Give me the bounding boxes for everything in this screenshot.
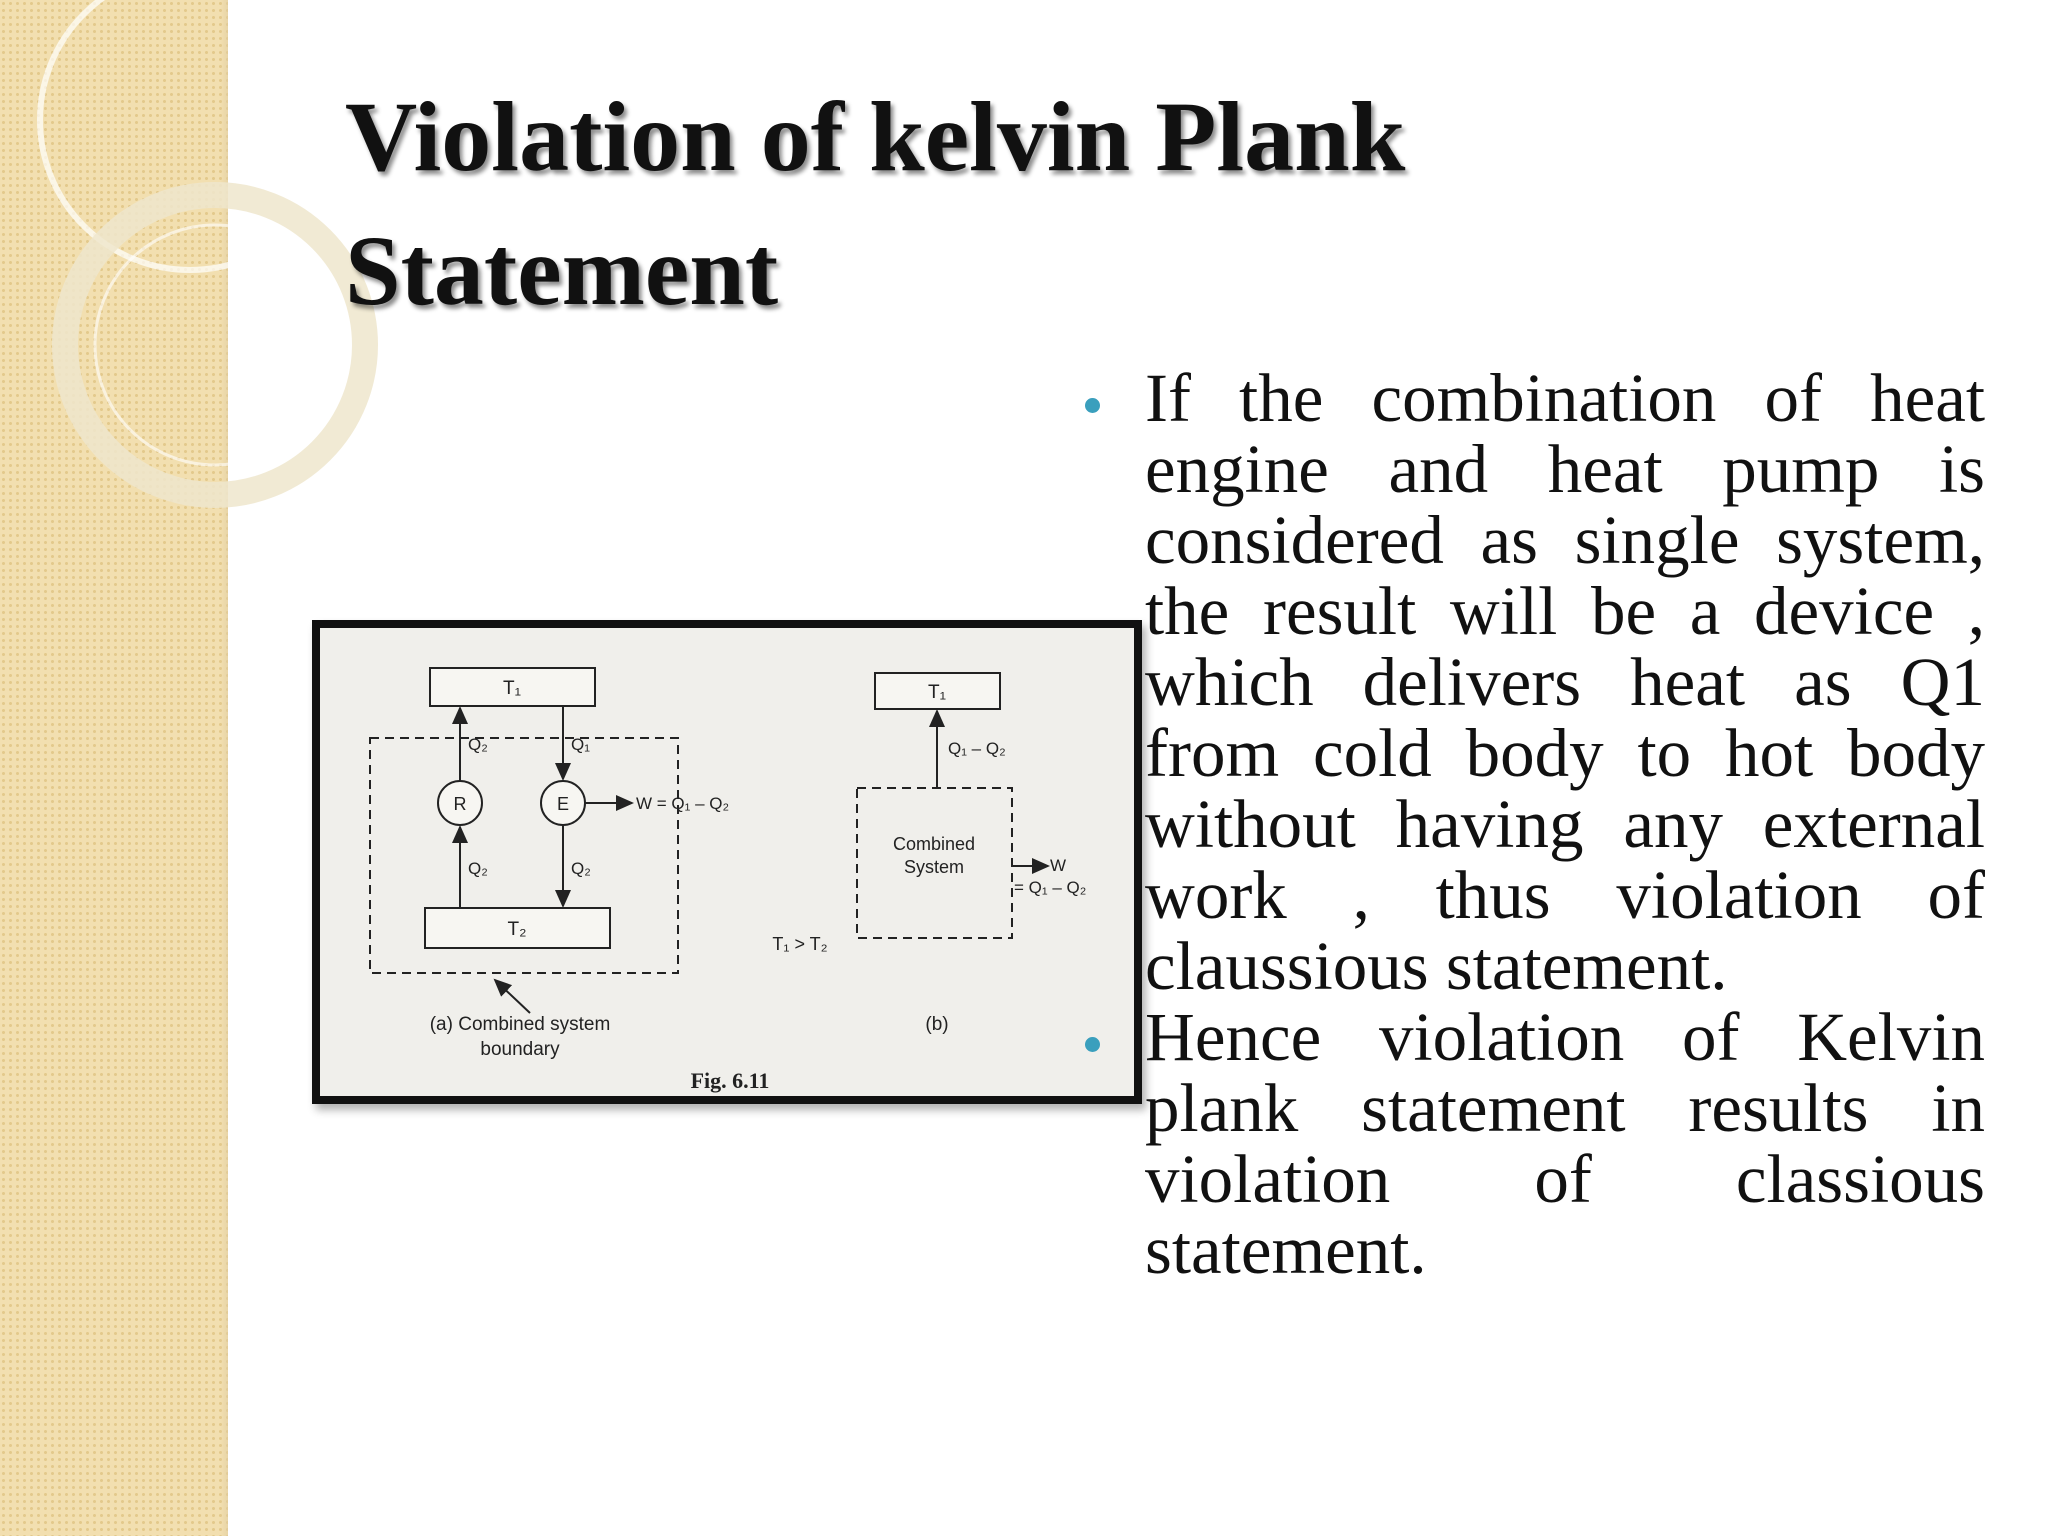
decorative-ring-thick — [65, 195, 365, 495]
bullet-text: Hence violation of Kelvin plank statement results in violation of classious statement. — [1145, 999, 1985, 1288]
boundary-pointer-arrow — [495, 980, 530, 1013]
bullet-list — [1085, 360, 1985, 1288]
q2-out-label: Q₂ — [571, 859, 591, 878]
bullet-text: If the combination of heat engine and heat pump is considered as single system, the result will be a device , which delivers heat as Q1 from cold body to hot body without having any external work , thus violation of claussious statement. — [1145, 360, 1985, 1004]
part-a-label-line1: (a) Combined system — [429, 1014, 611, 1035]
part-b-system-line1: Combined — [892, 834, 976, 854]
q1-down-label: Q₁ — [571, 735, 590, 754]
part-b-hot-reservoir-label: T₁ — [927, 682, 947, 703]
figure-image — [312, 620, 1142, 1104]
decorative-ring-thin — [95, 225, 335, 465]
q2-in-label: Q₂ — [468, 859, 488, 878]
slide-title: Violation of kelvin Plank Statement — [345, 81, 1406, 326]
part-b-heat-label: Q₁ – Q₂ — [948, 739, 1006, 758]
q2-up-label: Q₂ — [468, 735, 488, 754]
bullet-dot-icon — [1085, 1037, 1100, 1052]
hot-reservoir-label: T₁ — [502, 678, 522, 699]
refrigerator-label: R — [453, 794, 467, 814]
engine-label: E — [556, 794, 570, 814]
bullet-item — [1085, 360, 1985, 1004]
cold-reservoir-label: T₂ — [507, 919, 527, 940]
figure-diagram — [320, 628, 1134, 1096]
part-b-work-eq: = Q₁ – Q₂ — [1014, 878, 1087, 897]
part-b-work-label: W — [1050, 856, 1067, 875]
bullet-item — [1085, 999, 1985, 1288]
part-b-label: (b) — [925, 1014, 949, 1035]
temperature-condition: T₁ > T₂ — [772, 934, 828, 954]
part-a-label-line2: boundary — [480, 1039, 560, 1060]
figure-caption: Fig. 6.11 — [690, 1068, 770, 1093]
part-b-system-line2: System — [903, 857, 965, 877]
work-label: W = Q₁ – Q₂ — [636, 794, 730, 813]
bullet-dot-icon — [1085, 398, 1100, 413]
